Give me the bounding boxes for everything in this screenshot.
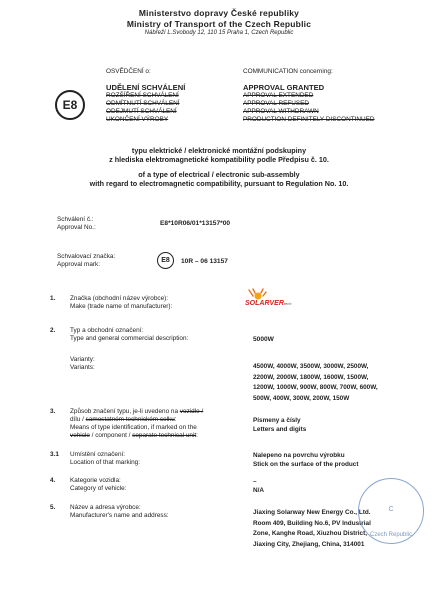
- address-line: Zone, Kanghe Road, Xiuzhou District,: [253, 530, 367, 537]
- variant-line: 2200W, 2000W, 1800W, 1600W, 1500W,: [253, 373, 369, 381]
- label-en: Manufacturer's name and address:: [70, 512, 169, 519]
- label-text: Způsob značení typu, je-li uvedeno na: [70, 408, 180, 415]
- stamp-text: Czech Republic: [369, 532, 413, 538]
- item-make-label: [70, 295, 172, 311]
- address-line: Jiaxing City, Zhejiang, China, 314001: [253, 540, 365, 548]
- title-line: z hlediska elektromagnetické kompatibility podle Předpisu č. 10.: [109, 155, 329, 164]
- label-en-line2: [70, 432, 203, 440]
- variant-line: 1200W, 1000W, 900W, 800W, 700W, 600W,: [253, 384, 378, 391]
- item-location-label: [70, 451, 140, 467]
- list-item: APPROVAL WITHDRAWN: [243, 108, 319, 115]
- value-en: N/A: [253, 487, 265, 494]
- value-en: Letters and digits: [253, 426, 307, 433]
- e8-mark-icon: E8: [55, 90, 85, 120]
- address-line: Room 409, Building No.6, PV Industrial: [253, 519, 371, 527]
- label-cz-line2: [70, 416, 203, 424]
- label-en: Approval No.:: [57, 224, 96, 231]
- label-text-struck: separate technical unit: [132, 432, 197, 439]
- value-en: Stick on the surface of the product: [253, 461, 359, 468]
- list-item: APPROVAL EXTENDED: [243, 92, 314, 99]
- approval-mark-value: 10R – 06 13157: [181, 258, 228, 265]
- communication-label-en: COMMUNICATION concerning:: [243, 68, 333, 75]
- title-line: typu elektrické / elektronické montážní podskupiny: [131, 146, 307, 155]
- label-cz: Kategorie vozidla:: [70, 477, 121, 484]
- label-text: :: [196, 432, 198, 439]
- logo-suffix: tech: [283, 301, 292, 306]
- title-line: with regard to electromagnetic compatibility, pursuant to Regulation No. 10.: [89, 179, 349, 188]
- value-cz: Písmeny a čísly: [253, 417, 301, 424]
- label-text-struck: samostatném technickém celku: [85, 416, 175, 423]
- value-cz: –: [253, 478, 257, 485]
- label-en: Category of vehicle:: [70, 485, 127, 492]
- e8-small-mark-icon: E8: [157, 252, 174, 269]
- value-cz: Nalepeno na povrchu výrobku: [253, 452, 345, 459]
- item-number: 5.: [50, 504, 56, 511]
- list-item: ODMÍTNUTÍ SCHVÁLENÍ: [106, 100, 180, 107]
- item-number: 4.: [50, 477, 56, 484]
- label-en: Make (trade name of manufacturer):: [70, 303, 173, 310]
- list-item: UKONČENÍ VÝROBY: [106, 116, 169, 123]
- item-number: 1.: [50, 295, 56, 302]
- list-item: APPROVAL GRANTED: [243, 83, 325, 92]
- label-en-line1: Means of type identification, if marked on the: [70, 424, 197, 431]
- label-text-struck: vozidle /: [179, 408, 204, 415]
- list-item: APPROVAL REFUSED: [243, 100, 310, 107]
- variant-line: 500W, 400W, 300W, 200W, 150W: [253, 394, 350, 402]
- variants-label: [70, 356, 95, 372]
- approval-mark-label: [57, 253, 115, 269]
- title-line: of a type of electrical / electronic sub-assembly: [138, 170, 300, 179]
- logo-wordmark: [245, 300, 291, 307]
- list-item: UDĚLENÍ SCHVÁLENÍ: [106, 83, 186, 92]
- list-item: PRODUCTION DEFINITELY DISCONTINUED: [243, 116, 375, 123]
- address-line: Jiaxing Solarway New Energy Co., Ltd.: [253, 509, 371, 516]
- document-title-en: [0, 170, 438, 188]
- item-type-label: [70, 327, 188, 343]
- communication-list-en: [243, 83, 375, 124]
- item-location-value: [253, 451, 358, 469]
- communication-list-cz: [106, 83, 185, 124]
- approval-number-label: [57, 216, 96, 232]
- list-item: ROZŠÍŘENÍ SCHVÁLENÍ: [106, 92, 179, 99]
- label-cz: Schvalovací značka:: [57, 253, 116, 260]
- item-type-value: 5000W: [253, 336, 274, 343]
- item-category-label: [70, 477, 126, 493]
- label-cz: Schválení č.:: [57, 216, 94, 223]
- label-cz: Varianty:: [70, 356, 95, 363]
- approval-number-value: E8*10R06/01*13157*00: [160, 220, 231, 227]
- ministry-title-en: Ministry of Transport of the Czech Republic: [126, 19, 312, 29]
- solarver-logo: [244, 288, 304, 312]
- label-text: / component /: [89, 432, 133, 439]
- label-cz: Značka (obchodní název výrobce):: [70, 295, 169, 302]
- stamp-letter: C: [388, 506, 394, 513]
- variants-value: [253, 362, 378, 404]
- item-number: 3.: [50, 408, 56, 415]
- label-en: Approval mark:: [57, 261, 100, 268]
- logo-text: SOLARVER: [245, 300, 284, 307]
- label-en: Type and general commercial description:: [70, 335, 189, 342]
- item-category-value: [253, 477, 264, 495]
- ministry-title-cz: Ministerstvo dopravy České republiky: [138, 8, 300, 18]
- label-en: Location of that marking:: [70, 459, 140, 466]
- list-item: ODEJMUTÍ SCHVÁLENÍ: [106, 108, 177, 115]
- item-manufacturer-label: [70, 504, 169, 520]
- label-text: :: [174, 416, 177, 423]
- label-cz-line1: [70, 408, 203, 416]
- item-identification-label: [70, 408, 203, 440]
- label-text-struck: vehicle: [70, 432, 90, 439]
- item-number: 3.1: [50, 451, 59, 458]
- item-manufacturer-value: [253, 508, 371, 550]
- item-number: 2.: [50, 327, 56, 334]
- label-cz: Typ a obchodní označení:: [70, 327, 144, 334]
- label-en: Variants:: [70, 364, 95, 371]
- label-cz: Název a adresa výrobce:: [70, 504, 141, 511]
- item-identification-value: [253, 416, 306, 434]
- communication-label-cz: OSVĚDČENÍ o:: [106, 68, 151, 75]
- ministry-address: Nábřeží L.Svobody 12, 110 15 Praha 1, Czech Republic: [144, 30, 294, 36]
- document-title-cz: [0, 146, 438, 164]
- label-text: dílu /: [70, 416, 86, 423]
- label-cz: Umístění označení:: [70, 451, 126, 458]
- variant-line: 4500W, 4000W, 3500W, 3000W, 2500W,: [253, 363, 369, 370]
